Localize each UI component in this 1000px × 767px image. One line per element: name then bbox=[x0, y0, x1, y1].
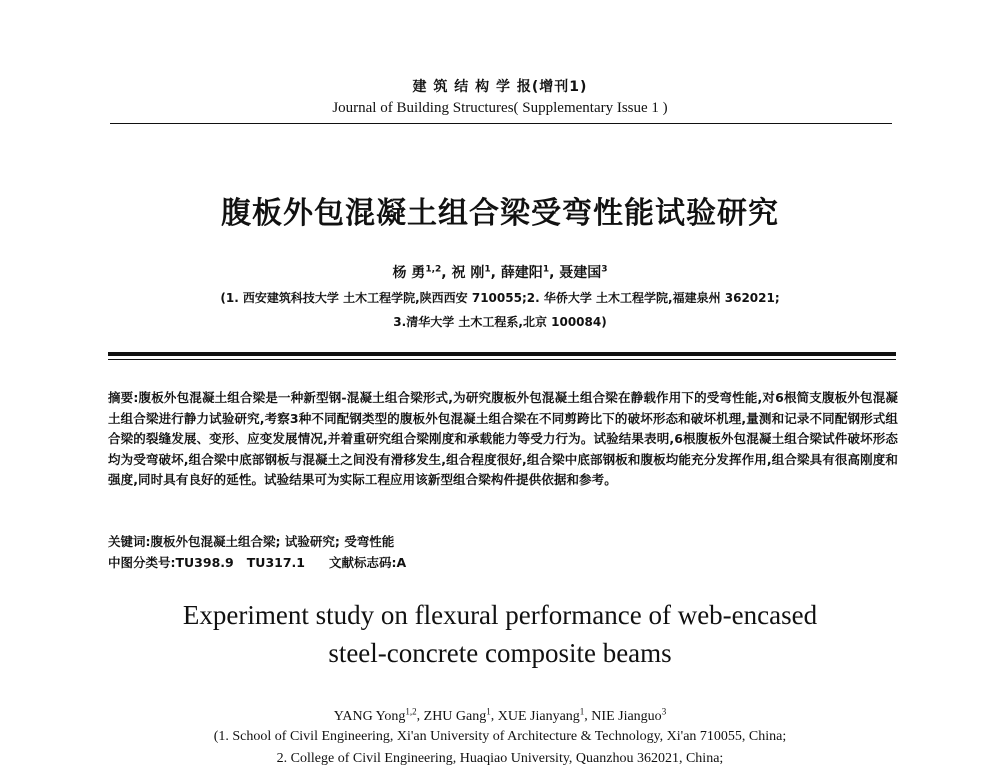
affiliation-zh-line2: 3.清华大学 土木工程系,北京 100084) bbox=[393, 315, 607, 329]
affiliation-en-line1: (1. School of Civil Engineering, Xi'an University of Architecture & Technology, Xi'an 710055, China; bbox=[213, 729, 787, 744]
affiliation-zh-line1: (1. 西安建筑科技大学 土木工程学院,陕西西安 710055;2. 华侨大学 土木工程学院,福建泉州 362021; bbox=[220, 291, 780, 305]
author-en-2: ZHU Gang$^1$ bbox=[423, 706, 491, 724]
author-zh-1: 杨 勇$^{1,2}$ bbox=[392, 264, 442, 281]
authors-en: YANG Yong$^{1,2}$, ZHU Gang$^1$, XUE Jianyang$^1$, NIE Jianguo$^3$ bbox=[333, 706, 667, 724]
author-en-1: YANG Yong$^{1,2}$ bbox=[333, 706, 417, 724]
abstract-label: 摘要: bbox=[108, 390, 139, 405]
abstract-text: 腹板外包混凝土组合梁是一种新型钢-混凝土组合梁形式,为研究腹板外包混凝土组合梁在静载作用下的受弯性能,对6根简支腹板外包混凝土组合梁进行静力试验研究,考察3种不同配钢类型的腹板外包混凝土组合梁在不同剪跨比下的破坏形态和破坏机理,量测和记录不同配钢形式组合梁的裂缝发展、变形、应变发展情况,并着重研究组合梁刚度和承载能力等受力行为。试验结果表明,6根腹板外包混凝土组合梁试件破坏形态均为受弯破坏,组合梁中底部钢板与混凝土之间没有滑移发生,组合程度很好,组合梁中底部钢板和腹板均能充分发挥作用,组合梁具有很高刚度和强度,同时具有良好的延性。试验结果可为实际工程应用该新型组合梁构件提供依据和参考。 bbox=[108, 390, 898, 487]
affiliation-en-line2: 2. College of Civil Engineering, Huaqiao University, Quanzhou 362021, China; bbox=[276, 751, 724, 766]
keywords-label: 关键词: bbox=[108, 534, 151, 549]
author-en-4: NIE Jianguo$^3$ bbox=[591, 706, 667, 724]
author-en-3: XUE Jianyang$^1$ bbox=[497, 706, 585, 724]
paper-title-en-line2: steel-concrete composite beams bbox=[328, 638, 672, 668]
journal-title-zh: 建 筑 结 构 学 报(增刊1) bbox=[412, 79, 588, 95]
authors-zh: 杨 勇$^{1,2}$, 祝 刚$^1$, 薛建阳$^1$, 聂建国$^3$ bbox=[392, 264, 608, 281]
classification bbox=[108, 553, 898, 571]
journal-title-en: Journal of Building Structures( Supplementary Issue 1 ) bbox=[332, 100, 668, 116]
section-rule-thick bbox=[108, 352, 896, 356]
author-zh-2: 祝 刚$^1$ bbox=[451, 264, 491, 281]
paper-title-en-line1: Experiment study on flexural performance of web-encased bbox=[182, 600, 818, 630]
doc-code-value: A bbox=[396, 555, 407, 570]
header-rule bbox=[110, 123, 892, 124]
clc-label: 中图分类号: bbox=[108, 555, 176, 570]
keywords-text: 腹板外包混凝土组合梁; 试验研究; 受弯性能 bbox=[150, 534, 395, 549]
clc-value: TU398.9 TU317.1 bbox=[175, 555, 305, 570]
abstract bbox=[108, 388, 898, 491]
author-zh-4: 聂建国$^3$ bbox=[559, 264, 608, 281]
author-zh-3: 薛建阳$^1$ bbox=[500, 264, 550, 281]
keywords bbox=[108, 532, 898, 550]
section-rule-thin bbox=[108, 359, 896, 360]
doc-code-label: 文献标志码: bbox=[329, 555, 397, 570]
paper-title-zh: 腹板外包混凝土组合梁受弯性能试验研究 bbox=[221, 196, 779, 231]
